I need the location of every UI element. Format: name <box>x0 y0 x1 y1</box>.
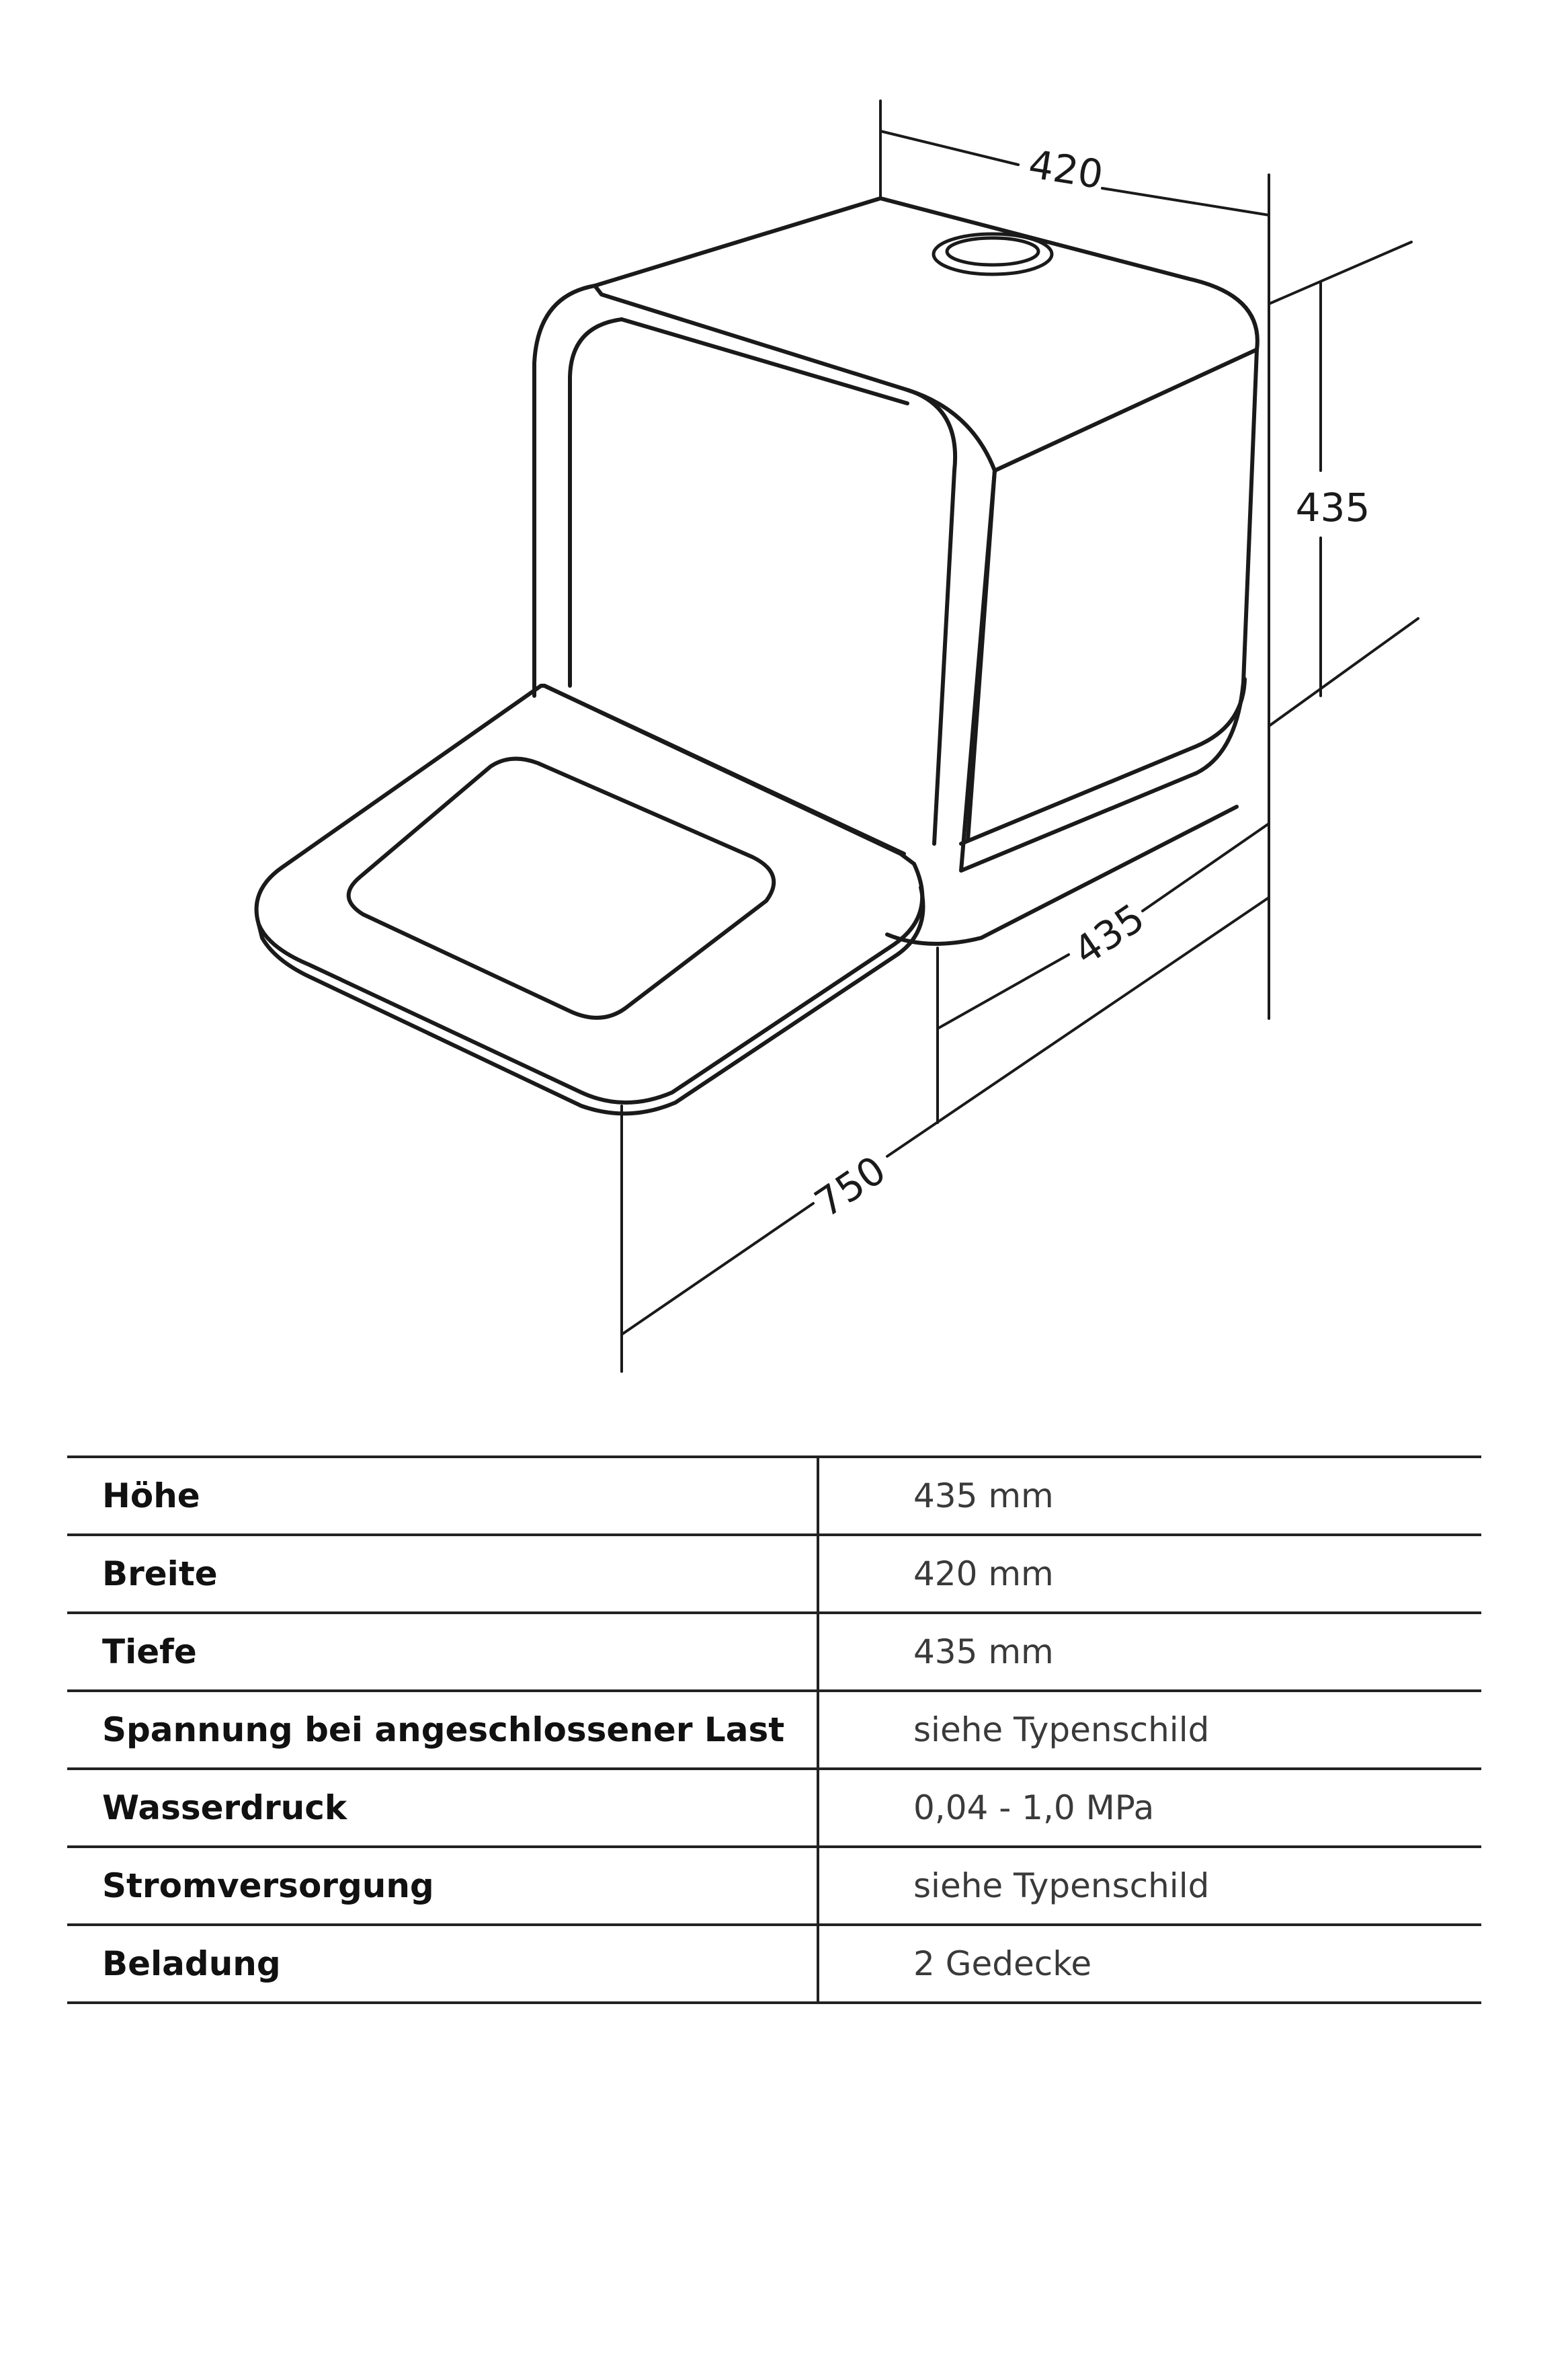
spec-value: 435 mm <box>913 1632 1054 1671</box>
dimension-label-height: 435 <box>1295 485 1370 530</box>
top-connector-ring <box>934 234 1052 274</box>
table-row <box>67 1691 1481 1769</box>
dishwasher-body <box>534 198 1257 944</box>
spec-label: Stromversorgung <box>67 1847 818 1925</box>
spec-value: 420 mm <box>913 1554 1054 1593</box>
table-row <box>67 1925 1481 2003</box>
table-row <box>67 1769 1481 1847</box>
spec-value: 0,04 - 1,0 MPa <box>913 1788 1155 1827</box>
spec-label: Breite <box>67 1535 818 1613</box>
dimension-label-depth-door-open: 750 <box>807 1146 894 1227</box>
spec-label: Höhe <box>67 1457 818 1535</box>
spec-label: Beladung <box>67 1925 818 2003</box>
spec-label: Spannung bei angeschlossener Last <box>67 1691 818 1769</box>
dimension-lines <box>622 101 1418 1371</box>
dimension-label-depth: 435 <box>1065 894 1153 975</box>
specifications-table <box>67 1455 1481 2004</box>
spec-value: siehe Typenschild <box>913 1866 1210 1905</box>
spec-value: 435 mm <box>913 1476 1054 1515</box>
spec-label: Wasserdruck <box>67 1769 818 1847</box>
table-row <box>67 1613 1481 1691</box>
spec-label: Tiefe <box>67 1613 818 1691</box>
open-door <box>257 686 923 1113</box>
spec-value: siehe Typenschild <box>913 1710 1210 1749</box>
spec-value: 2 Gedecke <box>913 1944 1092 1983</box>
table-row <box>67 1457 1481 1535</box>
table-row <box>67 1535 1481 1613</box>
table-row <box>67 1847 1481 1925</box>
dimension-label-width: 420 <box>1025 141 1106 198</box>
